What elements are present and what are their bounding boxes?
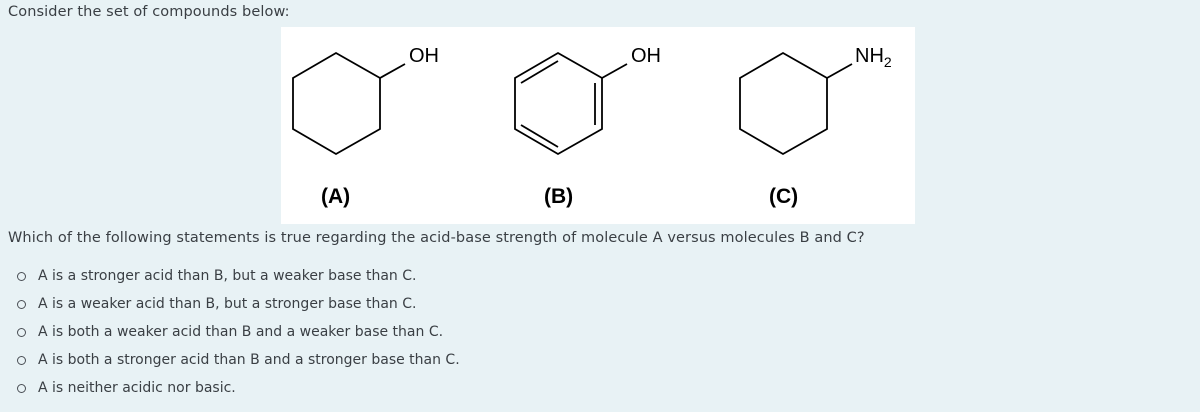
answer-option-4[interactable]: [17, 346, 460, 374]
answer-options: [17, 262, 460, 402]
answer-option-1[interactable]: [17, 262, 460, 290]
label-b: (B): [544, 185, 574, 208]
compounds-svg: [281, 27, 915, 224]
answer-option-label: A is both a stronger acid than B and a stronger base than C.: [38, 352, 460, 368]
bond-c-nh2: [827, 64, 852, 78]
question-text: Which of the following statements is true regarding the acid-base strength of molecule A versus molecules B and C?: [8, 230, 865, 246]
benzene-ring-b: [515, 53, 602, 154]
answer-option-label: A is neither acidic nor basic.: [38, 380, 236, 396]
label-c: (C): [769, 185, 799, 208]
bond-b-oh: [602, 64, 627, 78]
intro-text: Consider the set of compounds below:: [8, 4, 290, 20]
answer-option-2[interactable]: [17, 290, 460, 318]
radio-button[interactable]: [17, 272, 26, 281]
label-a: (A): [321, 185, 351, 208]
substituent-c: $NH_2$: [855, 45, 892, 70]
answer-option-label: A is a weaker acid than B, but a stronger base than C.: [38, 296, 417, 312]
bond-a-oh: [380, 64, 405, 78]
radio-button[interactable]: [17, 328, 26, 337]
radio-button[interactable]: [17, 356, 26, 365]
answer-option-3[interactable]: [17, 318, 460, 346]
answer-option-5[interactable]: [17, 374, 460, 402]
radio-button[interactable]: [17, 300, 26, 309]
substituent-b: OH: [631, 45, 661, 67]
compounds-figure: [281, 27, 915, 224]
radio-button[interactable]: [17, 384, 26, 393]
substituent-a: OH: [409, 45, 439, 67]
answer-option-label: A is a stronger acid than B, but a weaker base than C.: [38, 268, 417, 284]
cyclohexane-ring-a: [293, 53, 380, 154]
cyclohexane-ring-c: [740, 53, 827, 154]
answer-option-label: A is both a weaker acid than B and a weaker base than C.: [38, 324, 444, 340]
